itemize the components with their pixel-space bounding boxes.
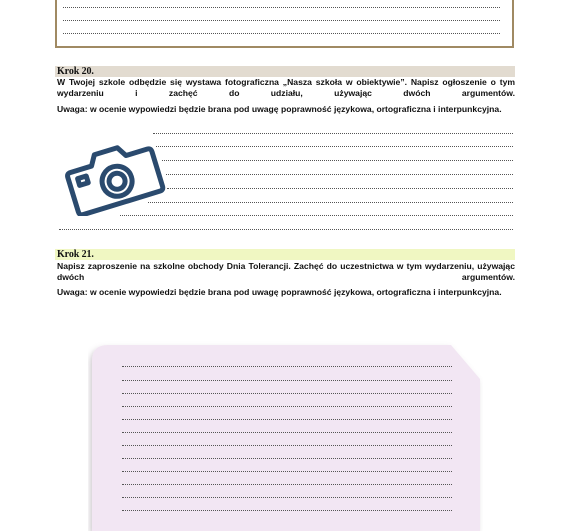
step21-instruction: Napisz zaproszenie na szkolne obchody Dnia Tolerancji. Zachęć do uczestnictwa w tym wydarzeniu, używając dwóch argumentów. (57, 261, 515, 282)
writing-line[interactable] (162, 160, 513, 161)
writing-line[interactable] (156, 146, 513, 147)
writing-line[interactable] (148, 202, 513, 203)
step21-note: Uwaga: w ocenie wypowiedzi będzie brana pod uwagę poprawność językowa, ortograficzna i interpunkcyjna. (57, 287, 502, 297)
step21-title: Krok 21. (57, 249, 94, 260)
step21-header-band (55, 249, 515, 260)
writing-line[interactable] (122, 419, 452, 420)
writing-line[interactable] (153, 133, 513, 134)
step20-instruction: W Twojej szkole odbędzie się wystawa fotograficzna „Nasza szkoła w obiektywie”. Napisz ogłoszenie o tym wydarzeniu i zachęć do udziału, używając dwóch argumentów. (57, 77, 515, 98)
writing-line[interactable] (166, 174, 513, 175)
writing-line[interactable] (63, 7, 500, 8)
writing-line[interactable] (120, 215, 513, 216)
writing-line[interactable] (167, 188, 513, 189)
writing-line[interactable] (63, 33, 500, 34)
writing-line[interactable] (122, 380, 452, 381)
writing-line[interactable] (122, 510, 452, 511)
step20-note: Uwaga: w ocenie wypowiedzi będzie brana pod uwagę poprawność językowa, ortograficzna i interpunkcyjna. (57, 104, 502, 114)
writing-line[interactable] (122, 484, 452, 485)
step20-header-band (55, 66, 515, 77)
writing-line[interactable] (122, 445, 452, 446)
invitation-card (88, 341, 483, 531)
camera-icon (62, 136, 166, 216)
writing-line[interactable] (59, 229, 513, 230)
writing-line[interactable] (63, 20, 500, 21)
step20-title: Krok 20. (57, 66, 94, 77)
writing-line[interactable] (122, 471, 452, 472)
writing-line[interactable] (122, 458, 452, 459)
writing-line[interactable] (122, 366, 452, 367)
writing-line[interactable] (122, 432, 452, 433)
writing-line[interactable] (122, 406, 452, 407)
writing-line[interactable] (122, 393, 452, 394)
writing-line[interactable] (122, 497, 452, 498)
